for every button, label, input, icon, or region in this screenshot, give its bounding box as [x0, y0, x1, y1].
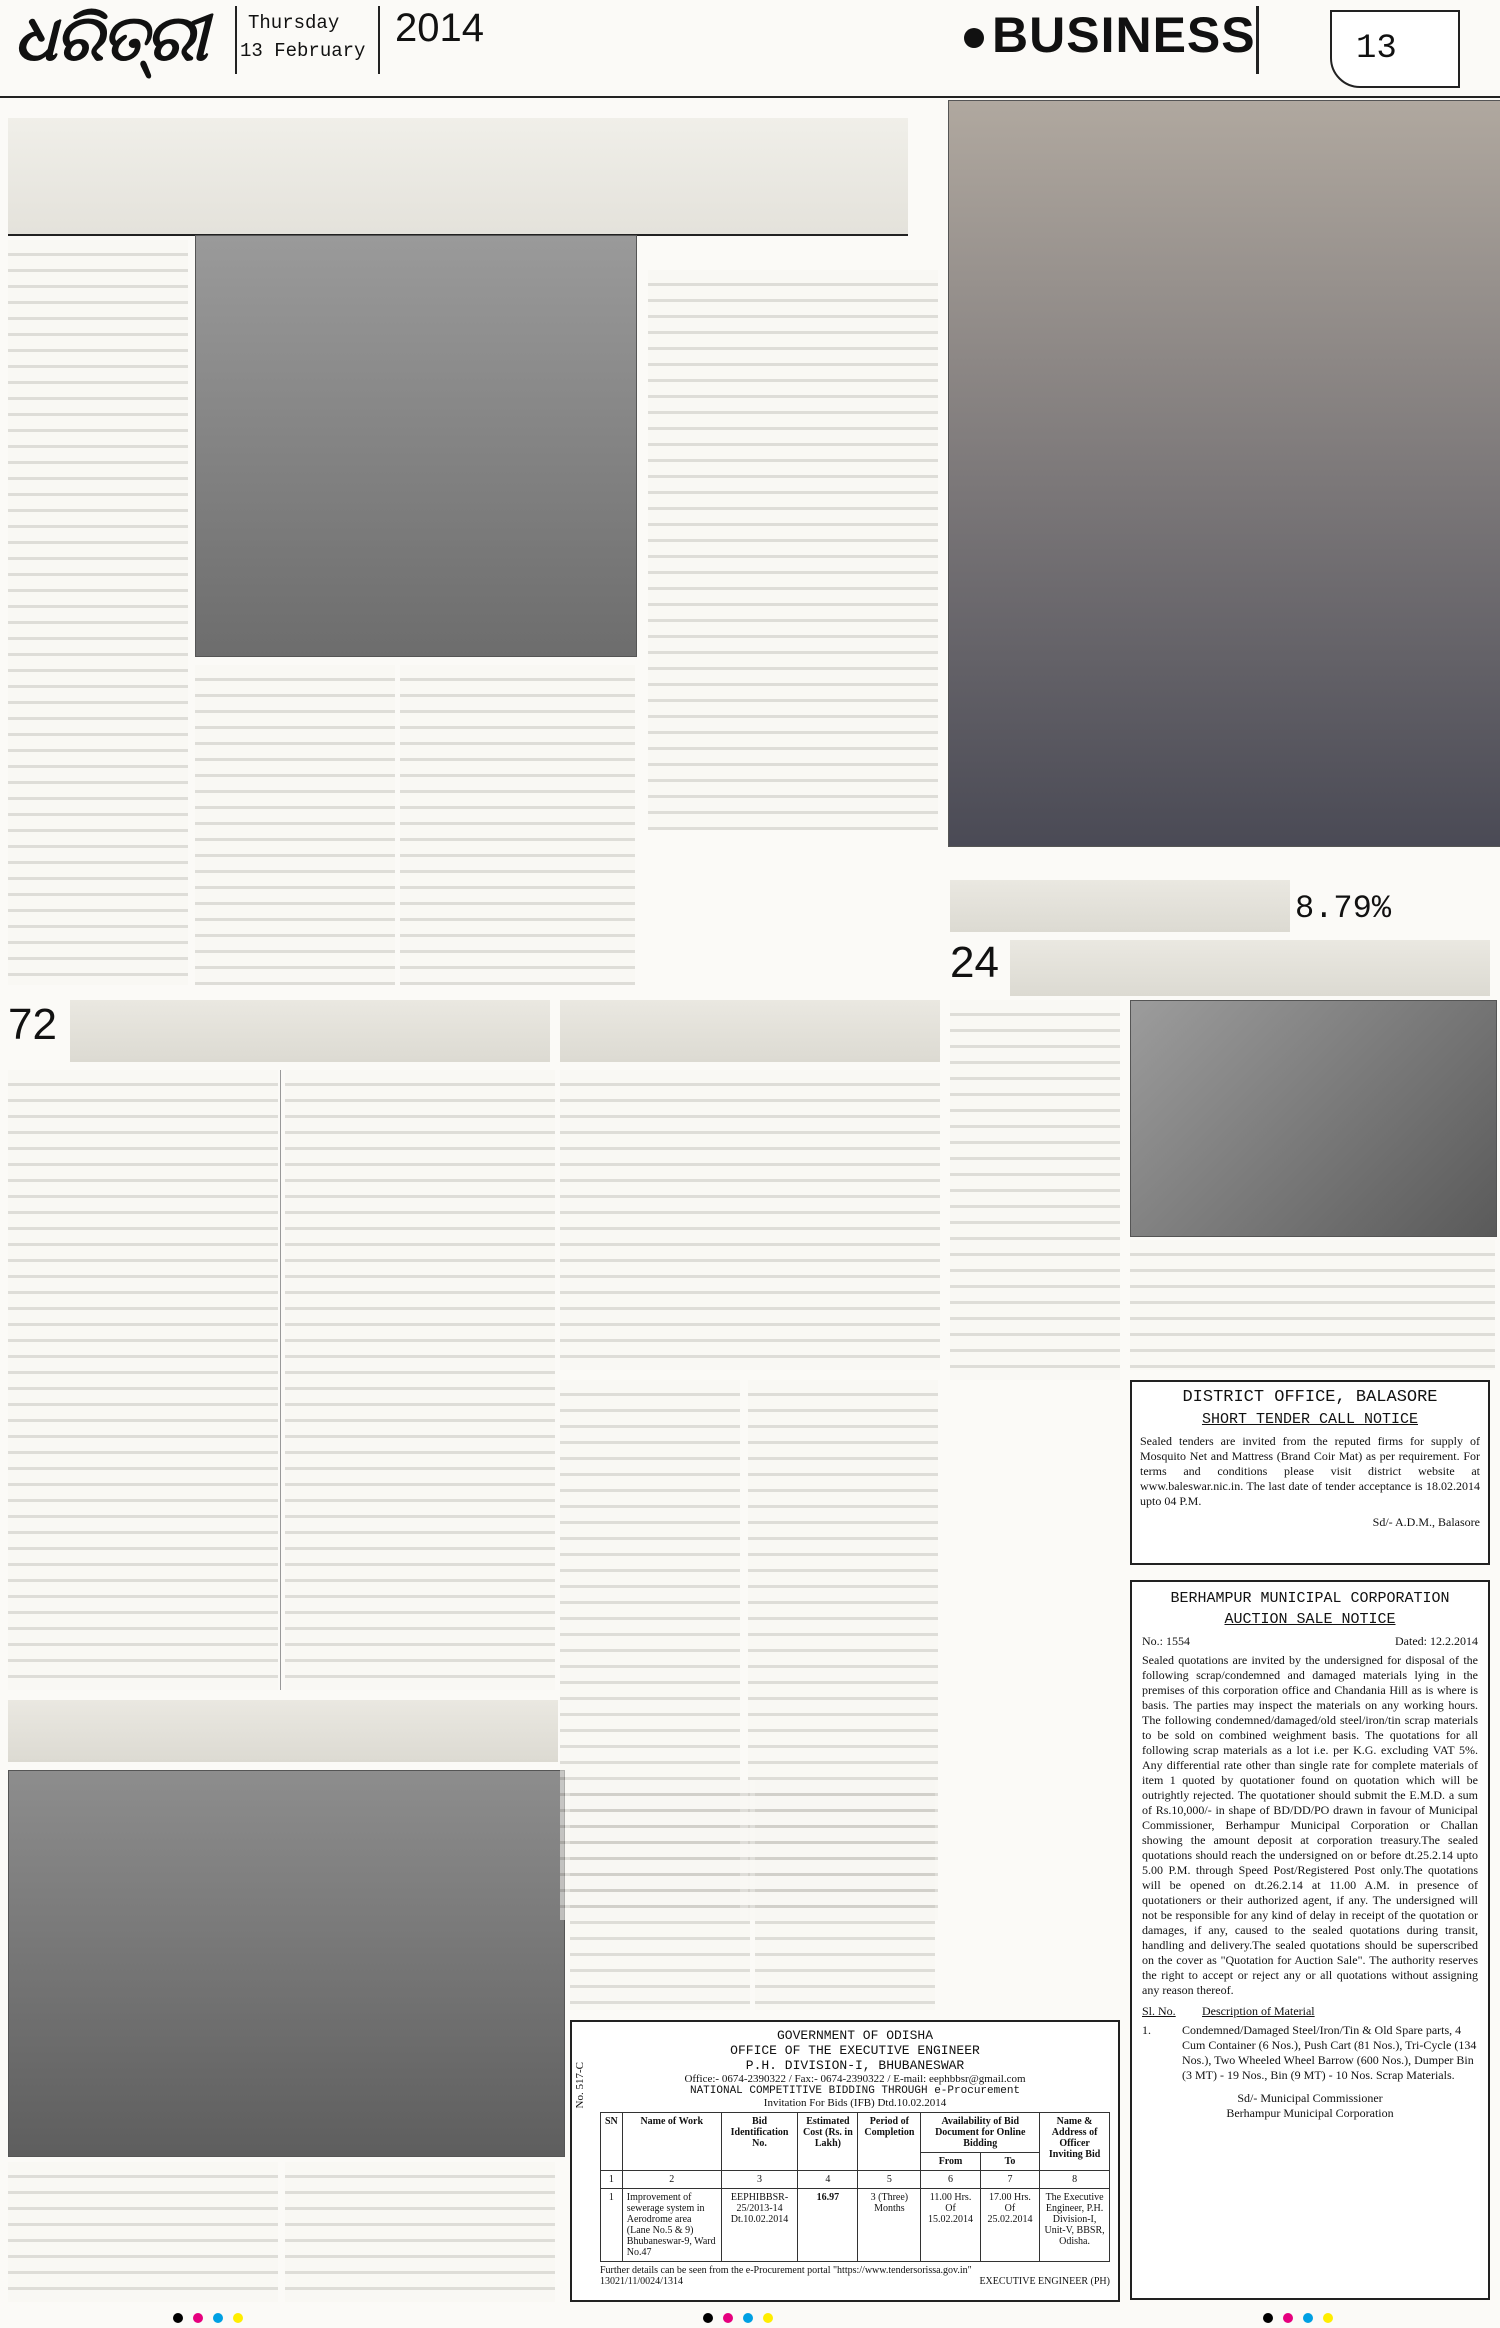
lead-story-text: [8, 240, 188, 985]
bid-cell: The Executive Engineer, P.H. Division-I, Unit-V, BBSR, Odisha.: [1040, 2189, 1110, 2262]
registration-dot: [763, 2313, 773, 2323]
bid-cell: 17.00 Hrs. Of 25.02.2014: [980, 2189, 1039, 2262]
masthead-divider: [1256, 6, 1259, 74]
bid-cell: Improvement of sewerage system in Aerodrome area (Lane No.5 & 9) Bhubaneswar-9, Ward No.47: [622, 2189, 721, 2262]
bid-header: Estimated Cost (Rs. in Lakh): [798, 2113, 858, 2171]
berhampur-auction-ad: [1130, 1580, 1490, 2300]
ad-col-desc: Description of Material: [1202, 2004, 1315, 2018]
ad-signature-org: Berhampur Municipal Corporation: [1226, 2106, 1394, 2120]
bid-colnum: 7: [980, 2171, 1039, 2189]
ad-line-3: P.H. DIVISION-I, BHUBANESWAR: [745, 2058, 965, 2073]
bid-colnum: 6: [921, 2171, 980, 2189]
story-72-divider: [280, 1070, 281, 1690]
bottom-story-text: [8, 2162, 278, 2302]
inflation-story-text: [1130, 1240, 1495, 1370]
registration-dot: [173, 2313, 183, 2323]
side-column-text: [755, 1780, 935, 2010]
bid-colnum: 8: [1040, 2171, 1110, 2189]
masthead: [0, 0, 1500, 100]
bid-header: Availability of Bid Document for Online Bidding: [921, 2113, 1040, 2153]
bid-colnum: 5: [858, 2171, 921, 2189]
inflation-percent: 8.79%: [1295, 890, 1392, 927]
masthead-date: 13 February: [240, 40, 366, 62]
registration-dot: [193, 2313, 203, 2323]
bottom-event-photo: [8, 1770, 565, 2157]
registration-dot: [1303, 2313, 1313, 2323]
registration-dot: [743, 2313, 753, 2323]
bid-subheader: To: [980, 2153, 1039, 2171]
celebrity-photo: [948, 100, 1500, 847]
ad-title: DISTRICT OFFICE, BALASORE: [1182, 1388, 1438, 1407]
odisha-ifb-ad: [570, 2020, 1120, 2302]
bid-cell: 16.97: [798, 2189, 858, 2262]
ad-code: 13021/11/0024/1314: [600, 2276, 683, 2287]
masthead-day: Thursday: [248, 12, 340, 34]
ad-col-sl: Sl. No.: [1142, 2004, 1176, 2018]
page-number: 13: [1356, 30, 1397, 68]
ad-line-6: Invitation For Bids (IFB) Dtd.10.02.2014: [763, 2097, 947, 2109]
newspaper-logo: ଧରିତ୍ରୀ: [14, 2, 206, 76]
ad-signature: Sd/- A.D.M., Balasore: [1372, 1515, 1480, 1529]
bid-header: Name of Work: [622, 2113, 721, 2171]
vegetables-photo: [1130, 1000, 1497, 1237]
story-72-headline-bar: [70, 1000, 550, 1062]
ad-body: Sealed tenders are invited from the reputed firms for supply of Mosquito Net and Mattress (Brand Coir Mat) as per requirement. For terms and conditions please visit district website at www.baleswar.nic.in. The last date of tender acceptance is 18.02.2014 upto 04 P.M.: [1140, 1434, 1480, 1508]
ad-body: Sealed quotations are invited by the undersigned for disposal of the following scrap/condemned and damaged materials lying in the premises of this corporation office and Chandania Hill as is where is basis. The parties may inspect the materials on any working hours. The following condemned/damaged/old steel/iron/tin scrap materials to be sold on combined weighment basis. The quotations for all following scrap materials as a lot i.e. per K.G. excluding VAT 5%. Any differential rate other than single rate for complete materials of item 1 quoted by quotationer found on quotation which will be outrightly rejected. The quotationer should submit the E.M.D. a sum of Rs.10,000/- in shape of BD/DD/PO drawn in favour of Municipal Commissioner, Berhampur Municipal Corporation or Challan showing the amount deposit at corporation treasury.The sealed quotations should reach the undersigned on or before dt.25.2.14 upto 5.00 P.M. through Speed Post/Registered Post only.The quotations will be opened on dt.26.2.14 at 11.00 A.M. in presence of quotationers or their authorized agent, if any. The undersigned will not be responsible for any kind of delay in receipt of the quotation or damages, if any, caused to the sealed quotations during transit, handling and delivery.The sealed quotations should be superscribed on the cover as "Quotation for Auction Sale". The authority reserves the right to accept or reject any or all quotations without assigning any reason thereof.: [1142, 1653, 1478, 1997]
ad-signature: EXECUTIVE ENGINEER (PH): [979, 2276, 1110, 2287]
masthead-divider: [378, 6, 380, 74]
lead-story-text: [195, 665, 395, 985]
ad-contact: Office:- 0674-2390322 / Fax:- 0674-2390322 / E-mail: eephbbsr@gmail.com: [684, 2073, 1026, 2085]
bid-header: SN: [601, 2113, 623, 2171]
masthead-year: 2014: [395, 6, 484, 50]
middle-story-text: [560, 1070, 940, 1370]
bid-table: [600, 2112, 1110, 2262]
ad-item-desc: Condemned/Damaged Steel/Iron/Tin & Old Spare parts, 4 Cum Container (6 Nos.), Push Cart (81 Nos.), Tri-Cycle (134 Nos.), Two Wheeled Wheel Barrow (600 Nos.), Dumper Bin (3 MT) - 19 Nos., Bin (9 MT) - 10 Nos. Scrap Materials.: [1182, 2023, 1477, 2082]
bid-row: [601, 2189, 1110, 2262]
bid-subheader: From: [921, 2153, 980, 2171]
bid-header: Name & Address of Officer Inviting Bid: [1040, 2113, 1110, 2171]
ad-subtitle: AUCTION SALE NOTICE: [1224, 1611, 1396, 1628]
registration-dot: [723, 2313, 733, 2323]
ad-title: BERHAMPUR MUNICIPAL CORPORATION: [1170, 1590, 1450, 1607]
ad-side-number: No. 517-C: [574, 2062, 586, 2109]
story-72-text: [8, 1070, 278, 1690]
ad-line-2: OFFICE OF THE EXECUTIVE ENGINEER: [730, 2043, 980, 2058]
registration-dot: [1283, 2313, 1293, 2323]
registration-marks: [170, 2310, 246, 2328]
bid-header: Bid Identification No.: [721, 2113, 798, 2171]
train-photo: [195, 235, 637, 657]
middle-story-headline-bar: [560, 1000, 940, 1062]
bid-colnum: 1: [601, 2171, 623, 2189]
bid-colnum: 4: [798, 2171, 858, 2189]
ad-subtitle: SHORT TENDER CALL NOTICE: [1201, 1411, 1419, 1428]
inflation-number-24: 24: [950, 938, 999, 987]
inflation-subheadline-bar: [1010, 940, 1490, 996]
ad-item-no: 1.: [1142, 2023, 1151, 2037]
masthead-underline: [0, 96, 1500, 98]
registration-dot: [213, 2313, 223, 2323]
balasore-tender-ad: [1130, 1380, 1490, 1565]
bid-colnum: 2: [622, 2171, 721, 2189]
inflation-story-text: [950, 1000, 1120, 1380]
ad-date: Dated: 12.2.2014: [1395, 1634, 1478, 1648]
registration-dot: [233, 2313, 243, 2323]
bottom-story-text: [285, 2162, 555, 2302]
masthead-divider: [235, 6, 237, 74]
section-bullet-icon: [964, 28, 984, 48]
lead-headline: [8, 118, 908, 236]
ad-line-1: GOVERNMENT OF ODISHA: [776, 2028, 934, 2043]
ad-ref-no: No.: 1554: [1142, 1634, 1190, 1648]
registration-marks: [700, 2310, 776, 2328]
bid-cell: 11.00 Hrs. Of 15.02.2014: [921, 2189, 980, 2262]
ad-line-5: NATIONAL COMPETITIVE BIDDING THROUGH e-Procurement: [689, 2085, 1021, 2097]
bid-header: Period of Completion: [858, 2113, 921, 2171]
registration-dot: [1323, 2313, 1333, 2323]
bid-cell: 3 (Three) Months: [858, 2189, 921, 2262]
lead-story-text: [400, 665, 635, 985]
registration-marks: [1260, 2310, 1336, 2328]
bid-cell: EEPHIBBSR-25/2013-14 Dt.10.02.2014: [721, 2189, 798, 2262]
side-story-text: [648, 270, 938, 830]
page-number-tab: [1330, 10, 1460, 88]
side-column-text: [570, 1780, 750, 2010]
registration-dot: [703, 2313, 713, 2323]
bid-cell: 1: [601, 2189, 623, 2262]
headline-72-number: 72: [8, 1000, 57, 1049]
bid-colnum: 3: [721, 2171, 798, 2189]
story-72-text: [285, 1070, 555, 1690]
bottom-story-headline-bar: [8, 1700, 558, 1762]
ad-signature: Sd/- Municipal Commissioner: [1237, 2091, 1383, 2105]
ad-footer-note: Further details can be seen from the e-Procurement portal "https://www.tendersorissa.gov.in": [600, 2265, 972, 2276]
section-label: BUSINESS: [992, 7, 1256, 63]
registration-dot: [1263, 2313, 1273, 2323]
inflation-headline-bar: [950, 880, 1290, 932]
